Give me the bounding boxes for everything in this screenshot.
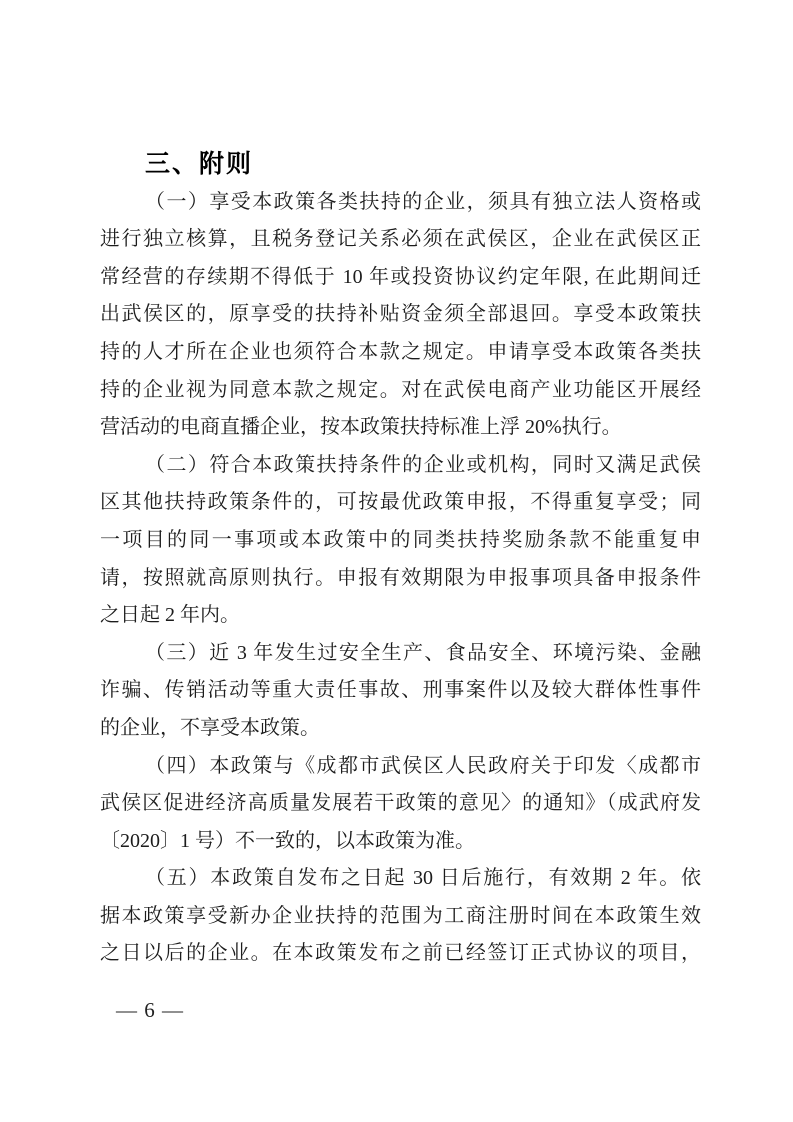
text-line: 之日以后的企业。在本政策发布之前已经签订正式协议的项目， (100, 942, 701, 965)
text-line: 之日起 2 年内。 (100, 604, 240, 627)
text-line: 持的人才所在企业也须符合本款之规定。申请享受本政策各类扶 (100, 340, 701, 363)
text-line: （四）本政策与《成都市武侯区人民政府关于印发〈成都市 (145, 754, 701, 777)
text-line: 持的企业视为同意本款之规定。对在武侯电商产业功能区开展经 (100, 378, 701, 401)
text-line: 武侯区促进经济高质量发展若干政策的意见〉的通知》（成武府发 (100, 792, 701, 815)
paragraph-3 (100, 635, 701, 748)
text-line: （五）本政策自发布之日起 30 日后施行，有效期 2 年。依 (145, 867, 701, 890)
paragraph-1 (100, 184, 701, 447)
text-line: 区其他扶持政策条件的，可按最优政策申报，不得重复享受；同 (100, 491, 701, 514)
paragraph-5 (100, 860, 701, 973)
section-heading: 三、附则 (145, 150, 254, 178)
text-line: 营活动的电商直播企业，按本政策扶持标准上浮 20%执行。 (100, 416, 622, 439)
text-line: （一）享受本政策各类扶持的企业，须具有独立法人资格或 (145, 190, 701, 213)
text-line: （三）近 3 年发生过安全生产、食品安全、环境污染、金融 (145, 641, 701, 664)
text-line: （二）符合本政策扶持条件的企业或机构，同时又满足武侯 (145, 453, 701, 476)
text-line: 出武侯区的，原享受的扶持补贴资金须全部退回。享受本政策扶 (100, 303, 701, 326)
text-line: 请，按照就高原则执行。申报有效期限为申报事项具备申报条件 (100, 566, 701, 589)
text-line: 诈骗、传销活动等重大责任事故、刑事案件以及较大群体性事件 (100, 679, 701, 702)
text-line: 进行独立核算，且税务登记关系必须在武侯区，企业在武侯区正 (100, 228, 701, 251)
page-number: — 6 — (116, 998, 184, 1022)
text-line: 据本政策享受新办企业扶持的范围为工商注册时间在本政策生效 (100, 904, 701, 927)
document-content (100, 146, 701, 973)
paragraph-4 (100, 748, 701, 861)
text-line: 的企业，不享受本政策。 (100, 716, 320, 739)
text-line: 〔2020〕1 号）不一致的，以本政策为准。 (100, 829, 475, 852)
paragraph-2 (100, 447, 701, 635)
text-line: 常经营的存续期不得低于 10 年或投资协议约定年限, 在此期间迁 (100, 265, 701, 288)
text-line: 一项目的同一事项或本政策中的同类扶持奖励条款不能重复申 (100, 528, 701, 551)
